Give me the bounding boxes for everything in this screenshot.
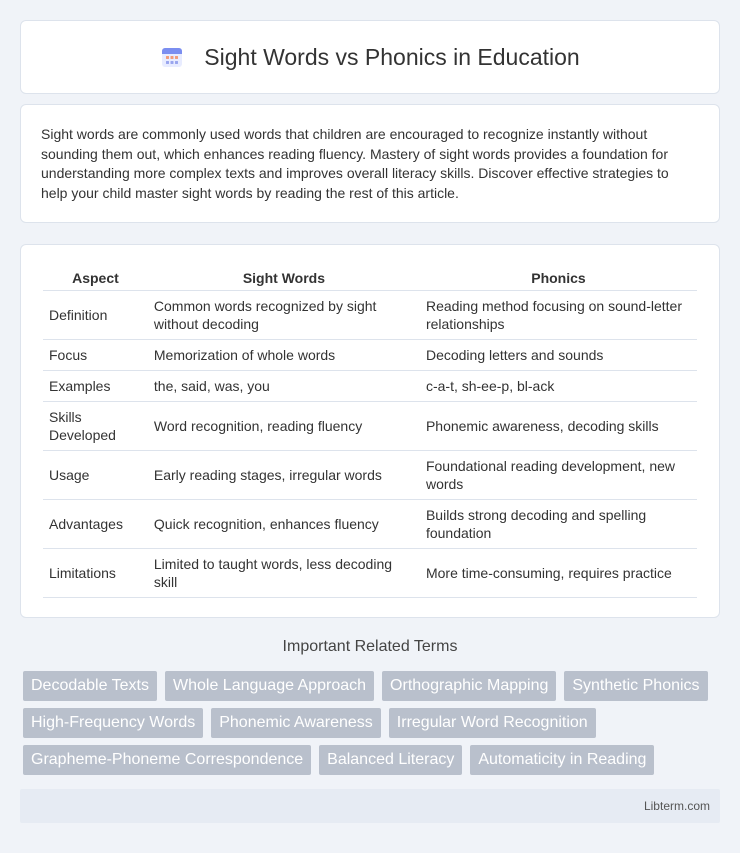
page-title: Sight Words vs Phonics in Education — [204, 43, 580, 70]
related-tag[interactable]: Synthetic Phonics — [564, 671, 707, 701]
header-aspect: Aspect — [43, 265, 148, 291]
row-phonics: c-a-t, sh-ee-p, bl-ack — [420, 371, 697, 402]
comparison-table-card — [20, 244, 720, 618]
table-header-row — [43, 265, 697, 291]
table-row — [43, 291, 697, 340]
row-sight-words: Limited to taught words, less decoding skill — [148, 549, 420, 598]
related-tag[interactable]: Balanced Literacy — [319, 745, 462, 775]
table-row — [43, 371, 697, 402]
table-row — [43, 549, 697, 598]
row-phonics: Reading method focusing on sound-letter relationships — [420, 291, 697, 340]
footer — [20, 789, 720, 823]
row-sight-words: the, said, was, you — [148, 371, 420, 402]
table-row — [43, 451, 697, 500]
related-tag[interactable]: Decodable Texts — [23, 671, 157, 701]
header-phonics: Phonics — [420, 265, 697, 291]
row-aspect: Examples — [43, 371, 148, 402]
row-aspect: Limitations — [43, 549, 148, 598]
table-row — [43, 500, 697, 549]
row-sight-words: Early reading stages, irregular words — [148, 451, 420, 500]
row-sight-words: Common words recognized by sight without decoding — [148, 291, 420, 340]
row-aspect: Usage — [43, 451, 148, 500]
comparison-table — [43, 265, 697, 598]
row-aspect: Focus — [43, 340, 148, 371]
row-phonics: Foundational reading development, new words — [420, 451, 697, 500]
row-sight-words: Word recognition, reading fluency — [148, 402, 420, 451]
title-card — [20, 20, 720, 94]
related-tag[interactable]: Phonemic Awareness — [211, 708, 381, 738]
calendar-icon — [160, 45, 184, 69]
related-terms-list — [23, 671, 723, 782]
row-sight-words: Memorization of whole words — [148, 340, 420, 371]
row-phonics: Decoding letters and sounds — [420, 340, 697, 371]
header-sight-words: Sight Words — [148, 265, 420, 291]
related-tag[interactable]: Grapheme-Phoneme Correspondence — [23, 745, 311, 775]
intro-card — [20, 104, 720, 223]
intro-text: Sight words are commonly used words that children are encouraged to recognize instantly without sounding them out, which enhances reading fluency. Mastery of sight words provides a foundation for understanding more complex texts and improves overall literacy skills. Discover effective strategies to help your child master sight words by reading the rest of this article. — [41, 126, 669, 201]
related-terms-title: Important Related Terms — [282, 638, 458, 655]
row-phonics: Builds strong decoding and spelling foundation — [420, 500, 697, 549]
row-phonics: Phonemic awareness, decoding skills — [420, 402, 697, 451]
related-tag[interactable]: Irregular Word Recognition — [389, 708, 596, 738]
related-tag[interactable]: High-Frequency Words — [23, 708, 203, 738]
table-row — [43, 340, 697, 371]
footer-site-link[interactable]: Libterm.com — [643, 799, 710, 813]
row-sight-words: Quick recognition, enhances fluency — [148, 500, 420, 549]
row-phonics: More time-consuming, requires practice — [420, 549, 697, 598]
table-row — [43, 402, 697, 451]
row-aspect: Definition — [43, 291, 148, 340]
row-aspect: Advantages — [43, 500, 148, 549]
related-tag[interactable]: Automaticity in Reading — [470, 745, 654, 775]
row-aspect: Skills Developed — [43, 402, 148, 451]
related-tag[interactable]: Orthographic Mapping — [382, 671, 556, 701]
related-tag[interactable]: Whole Language Approach — [165, 671, 374, 701]
